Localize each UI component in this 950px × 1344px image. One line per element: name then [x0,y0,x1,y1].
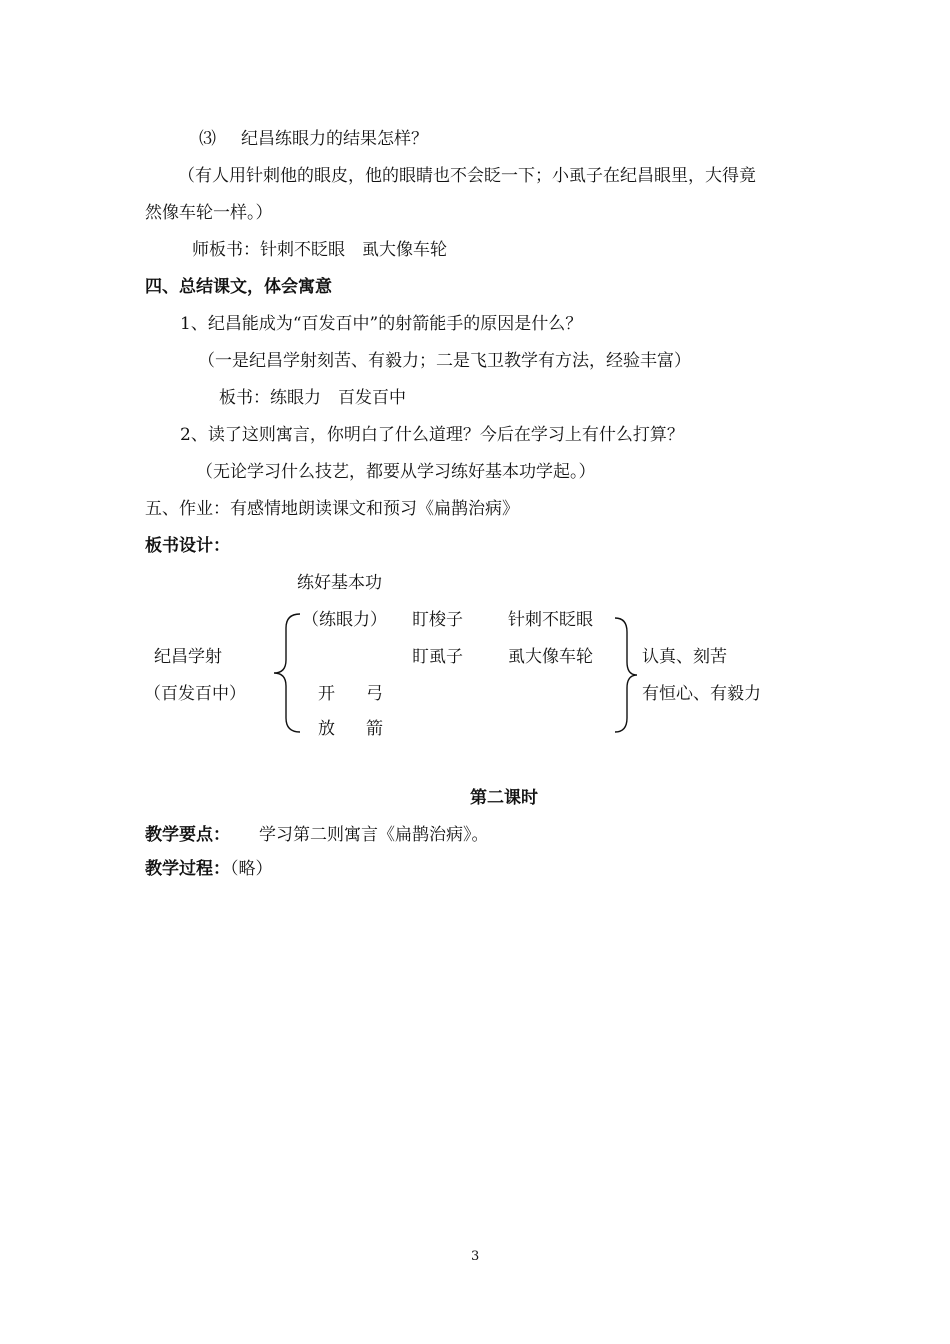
section-heading: 四、总结课文，体会寓意 [145,277,332,297]
board-item: 盯虱子 [412,647,463,667]
answer-line: （无论学习什么技艺，都要从学习练好基本功学起。） [196,462,596,482]
board-item: （练眼力） [302,610,387,630]
board-item: 箭 [366,719,383,739]
board-item: 盯梭子 [412,610,463,630]
board-item: 弓 [366,684,383,704]
board-left-subtitle: （百发百中） [144,684,246,704]
question-number: ⑶ [199,129,216,149]
board-conclusion: 有恒心、有毅力 [642,684,761,704]
answer-line: （一是纪昌学射刻苦、有毅力；二是飞卫教学有方法，经验丰富） [198,351,691,371]
board-item: 虱大像车轮 [508,647,593,667]
board-note: 板书：练眼力 百发百中 [219,388,406,408]
teaching-points-text: 学习第二则寓言《扁鹊治病》。 [259,825,489,845]
board-item: 针刺不眨眼 [508,610,593,630]
question-text: 1、纪昌能成为“百发百中”的射箭能手的原因是什么？ [180,314,583,334]
board-conclusion: 认真、刻苦 [642,647,727,667]
teaching-process-text: （略） [230,859,273,879]
board-left-title: 纪昌学射 [154,647,222,667]
teaching-process [145,858,273,880]
board-item: 开 [318,684,335,704]
board-design-heading: 板书设计： [145,536,230,556]
homework-line: 五、作业：有感情地朗读课文和预习《扁鹊治病》 [145,499,519,519]
right-brace [611,614,641,736]
left-brace [270,610,304,736]
lesson-title: 第二课时 [470,788,538,808]
answer-line: （有人用针刺他的眼皮，他的眼睛也不会眨一下；小虱子在纪昌眼里，大得竟 [178,166,756,186]
teaching-points-label: 教学要点： [145,825,230,845]
question-text: 纪昌练眼力的结果怎样？ [241,129,428,149]
page-number: 3 [471,1249,480,1264]
board-note: 师板书：针刺不眨眼 虱大像车轮 [192,240,447,260]
board-top-label: 练好基本功 [297,573,382,593]
teaching-process-label: 教学过程： [145,859,230,879]
question-text: 2、读了这则寓言，你明白了什么道理？今后在学习上有什么打算？ [180,425,684,445]
board-item: 放 [318,719,335,739]
answer-line: 然像车轮一样。） [145,203,273,223]
